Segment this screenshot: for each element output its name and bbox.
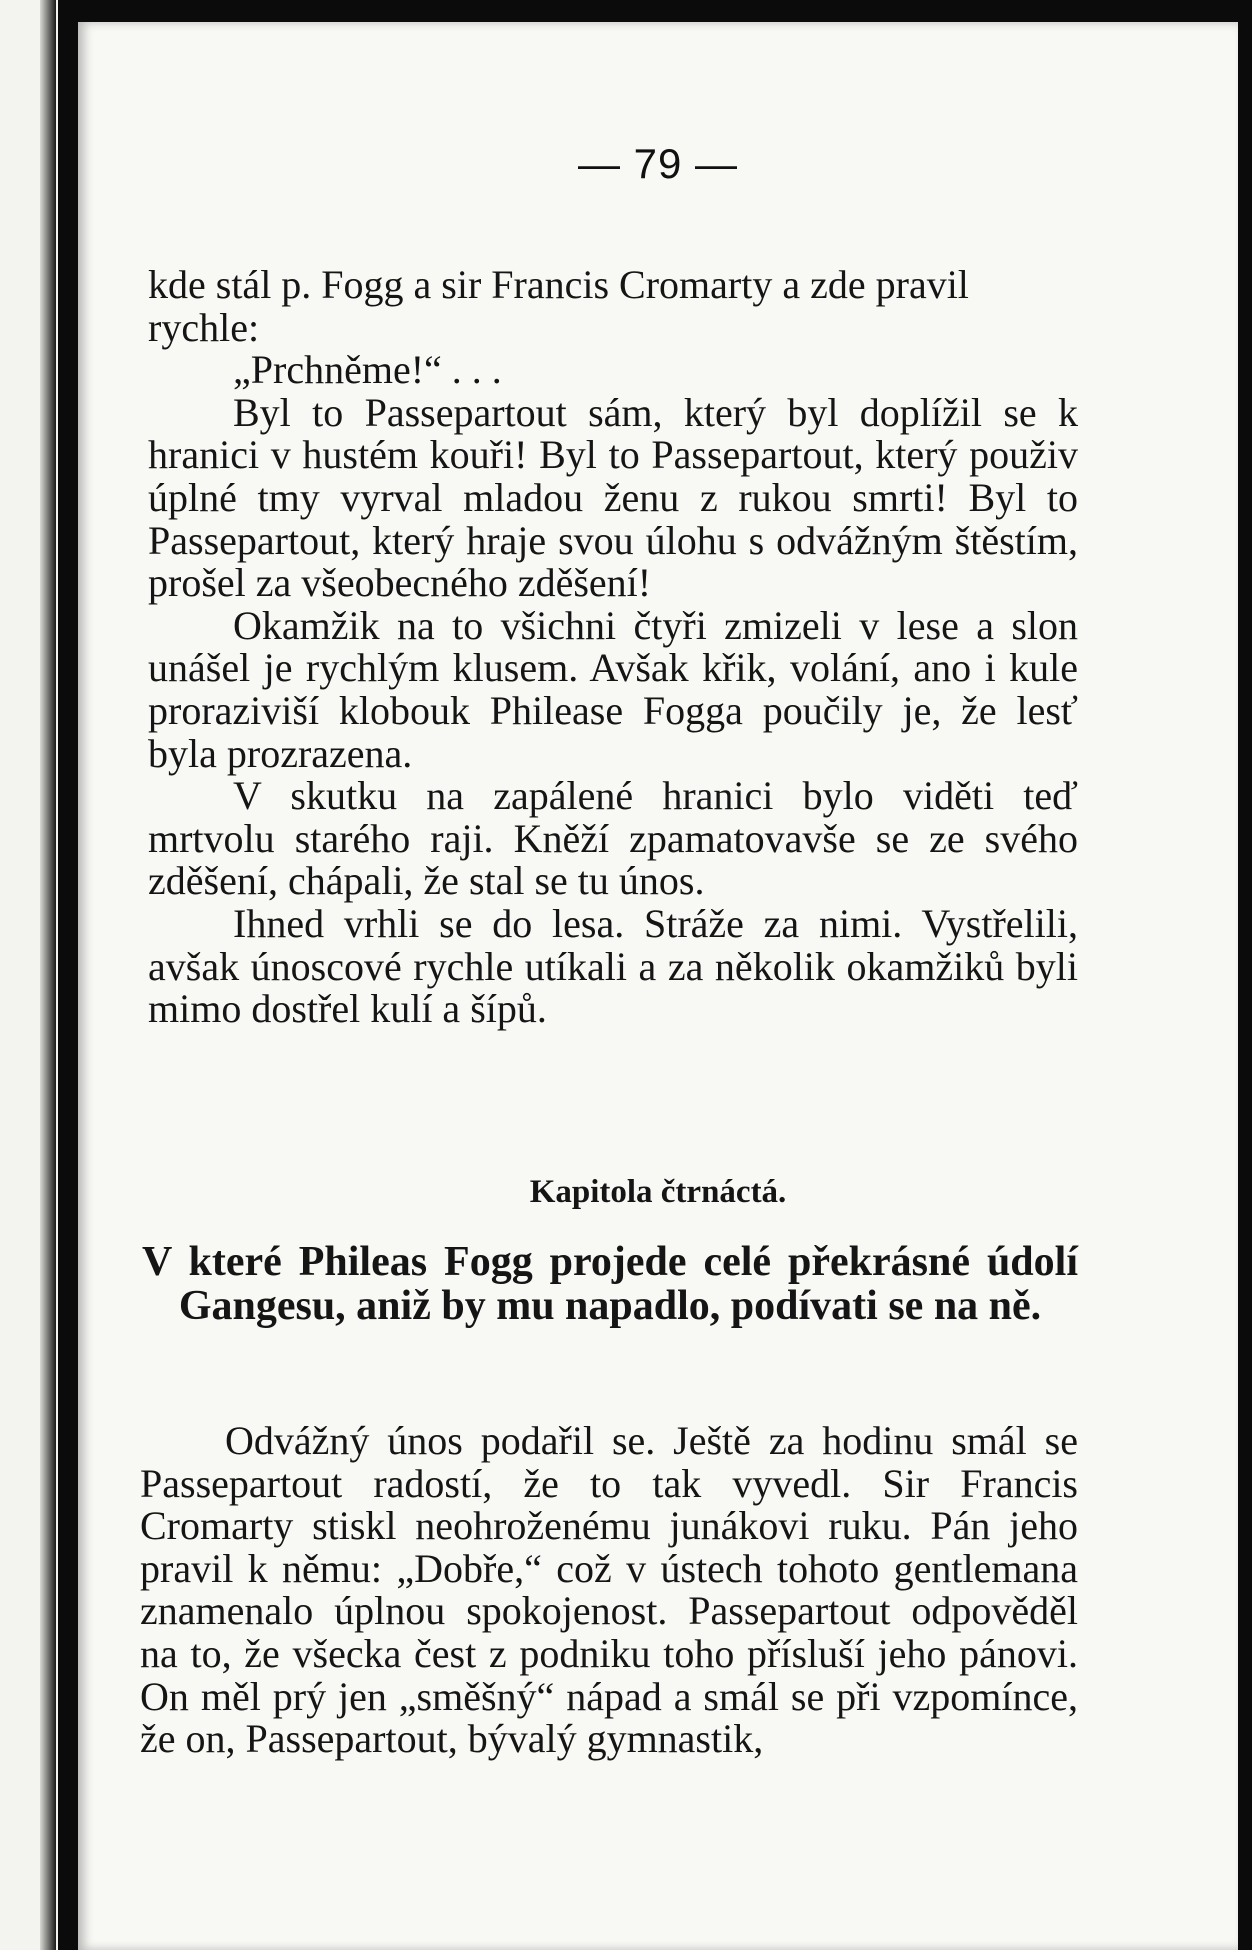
book-page (78, 22, 1238, 1950)
top-text-block (148, 264, 1078, 1031)
paragraph-continuation: kde stál p. Fogg a sir Francis Cromarty a zde pravil rychle: (148, 262, 969, 350)
chapter-label: Kapitola čtrnáctá. (529, 1174, 787, 1210)
paragraph: Byl to Passepartout sám, který byl doplížil se k hranici v hustém kouři! Byl to Passepartout, který použiv úplné tmy vyrval mladou ženu z rukou smrti! Byl to Passepartout, který hraje svou úlohu s odvážným štěstím, prošel za všeobecného zděšení! (148, 389, 1078, 606)
bottom-text-block (140, 1420, 1078, 1761)
paragraph: Ihned vrhli se do lesa. Stráže za nimi. Vystřelili, avšak únoscové rychle utíkali a za několik okamžiků byli mimo dostřel kulí a šípů. (148, 900, 1078, 1032)
paragraph: Odvážný únos podařil se. Ještě za hodinu smál se Passepartout radostí, že to tak vyvedl. Sir Francis Cromarty stiskl neohroženému junákovi ruku. Pán jeho pravil k němu: „Dobře,“ což v ústech tohoto gentlemana znamenalo úplnou spokojenost. Passepartout odpověděl na to, že všecka čest z podniku toho přísluší jeho pánovi. On měl prý jen „směšný“ nápad a smál se při vzpomínce, že on, Passepartout, bývalý gymnastik, (140, 1418, 1078, 1762)
page-number: — 79 — (577, 140, 739, 187)
paragraph-quote: „Prchněme!“ . . . (233, 347, 502, 393)
chapter-title: V které Phileas Fogg projede celé překrásné údolí Gangesu, aniž by mu napadlo, podívati se na ně. (142, 1239, 1078, 1329)
paragraph: V skutku na zapálené hranici bylo viděti teď mrtvolu starého raji. Kněží zpamatovavše se ze svého zděšení, chápali, že stal se tu únos. (148, 773, 1078, 904)
binding-shadow (40, 0, 56, 1950)
paragraph: Okamžik na to všichni čtyři zmizeli v lese a slon unášel je rychlým klusem. Avšak křik, volání, ano i kule proraziviší klobouk Philease Fogga poučily je, že lesť byla prozrazena. (148, 602, 1078, 776)
